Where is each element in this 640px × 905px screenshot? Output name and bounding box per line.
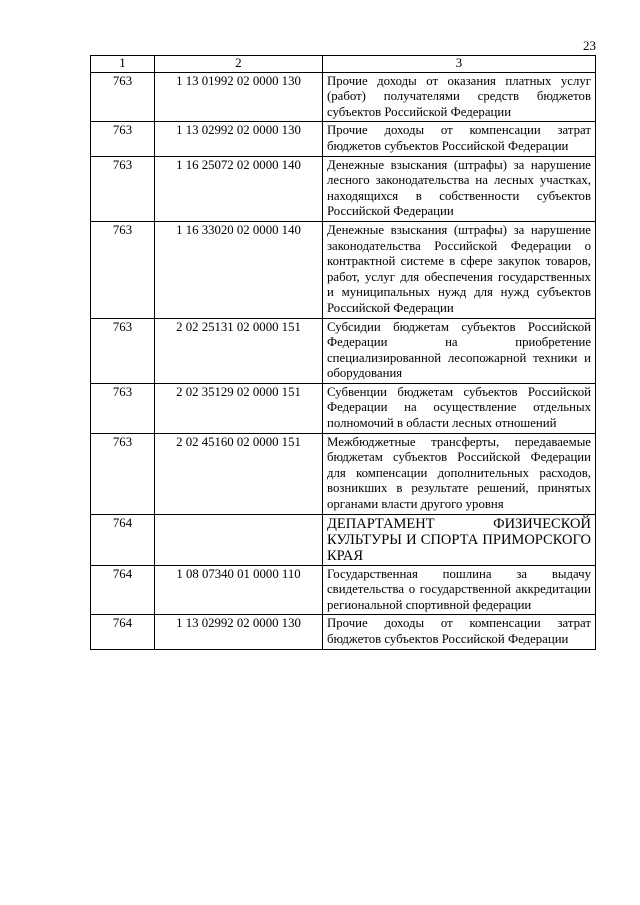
- revenue-code-cell: 1 08 07340 01 0000 110: [155, 565, 323, 615]
- description-cell: Субвенции бюджетам субъектов Российской Федерации на осуществление отдельных полномочий в области лесных отношений: [323, 383, 596, 433]
- admin-code-cell: 764: [91, 565, 155, 615]
- description-cell: Прочие доходы от компенсации затрат бюджетов субъектов Российской Федерации: [323, 122, 596, 156]
- revenue-code-cell: [155, 514, 323, 565]
- admin-code-cell: 763: [91, 156, 155, 221]
- column-header-2: 2: [155, 56, 323, 73]
- table-row: [91, 433, 596, 514]
- admin-code-cell: 763: [91, 72, 155, 122]
- revenue-code-cell: 1 13 02992 02 0000 130: [155, 122, 323, 156]
- admin-code-cell: 763: [91, 318, 155, 383]
- description-cell: Денежные взыскания (штрафы) за нарушение законодательства Российской Федерации о контрактной системе в сфере закупок товаров, работ, услуг для обеспечения государственных и муниципальных нужд для нужд субъектов Российской Федерации: [323, 221, 596, 318]
- department-name-cell: ДЕПАРТАМЕНТ ФИЗИЧЕСКОЙ КУЛЬТУРЫ И СПОРТА ПРИМОРСКОГО КРАЯ: [323, 514, 596, 565]
- revenue-code-cell: 2 02 45160 02 0000 151: [155, 433, 323, 514]
- admin-code-cell: 763: [91, 433, 155, 514]
- column-header-3: 3: [323, 56, 596, 73]
- description-cell: Прочие доходы от компенсации затрат бюджетов субъектов Российской Федерации: [323, 615, 596, 649]
- admin-code-cell: 763: [91, 221, 155, 318]
- revenue-code-cell: 1 16 33020 02 0000 140: [155, 221, 323, 318]
- table-row: [91, 318, 596, 383]
- admin-code-cell: 764: [91, 615, 155, 649]
- table-row: [91, 565, 596, 615]
- description-cell: Денежные взыскания (штрафы) за нарушение лесного законодательства на лесных участках, находящихся в собственности субъектов Российской Федерации: [323, 156, 596, 221]
- department-row: [91, 514, 596, 565]
- revenue-code-cell: 1 13 01992 02 0000 130: [155, 72, 323, 122]
- table-row: [91, 122, 596, 156]
- table-row: [91, 383, 596, 433]
- revenue-codes-table: [90, 55, 596, 650]
- table-row: [91, 156, 596, 221]
- description-cell: Прочие доходы от оказания платных услуг (работ) получателями средств бюджетов субъектов Российской Федерации: [323, 72, 596, 122]
- revenue-code-cell: 2 02 25131 02 0000 151: [155, 318, 323, 383]
- page-number: 23: [583, 38, 596, 53]
- description-cell: Межбюджетные трансферты, передаваемые бюджетам субъектов Российской Федерации для компенсации дополнительных расходов, возникших в результате решений, принятых органами власти другого уровня: [323, 433, 596, 514]
- table-row: [91, 72, 596, 122]
- description-cell: Субсидии бюджетам субъектов Российской Федерации на приобретение специализированной лесопожарной техники и оборудования: [323, 318, 596, 383]
- revenue-code-cell: 2 02 35129 02 0000 151: [155, 383, 323, 433]
- admin-code-cell: 763: [91, 383, 155, 433]
- table-header-row: [91, 56, 596, 73]
- admin-code-cell: 763: [91, 122, 155, 156]
- column-header-1: 1: [91, 56, 155, 73]
- table-row: [91, 221, 596, 318]
- revenue-code-cell: 1 13 02992 02 0000 130: [155, 615, 323, 649]
- description-cell: Государственная пошлина за выдачу свидетельства о государственной аккредитации региональной спортивной федерации: [323, 565, 596, 615]
- table-row: [91, 615, 596, 649]
- admin-code-cell: 764: [91, 514, 155, 565]
- revenue-code-cell: 1 16 25072 02 0000 140: [155, 156, 323, 221]
